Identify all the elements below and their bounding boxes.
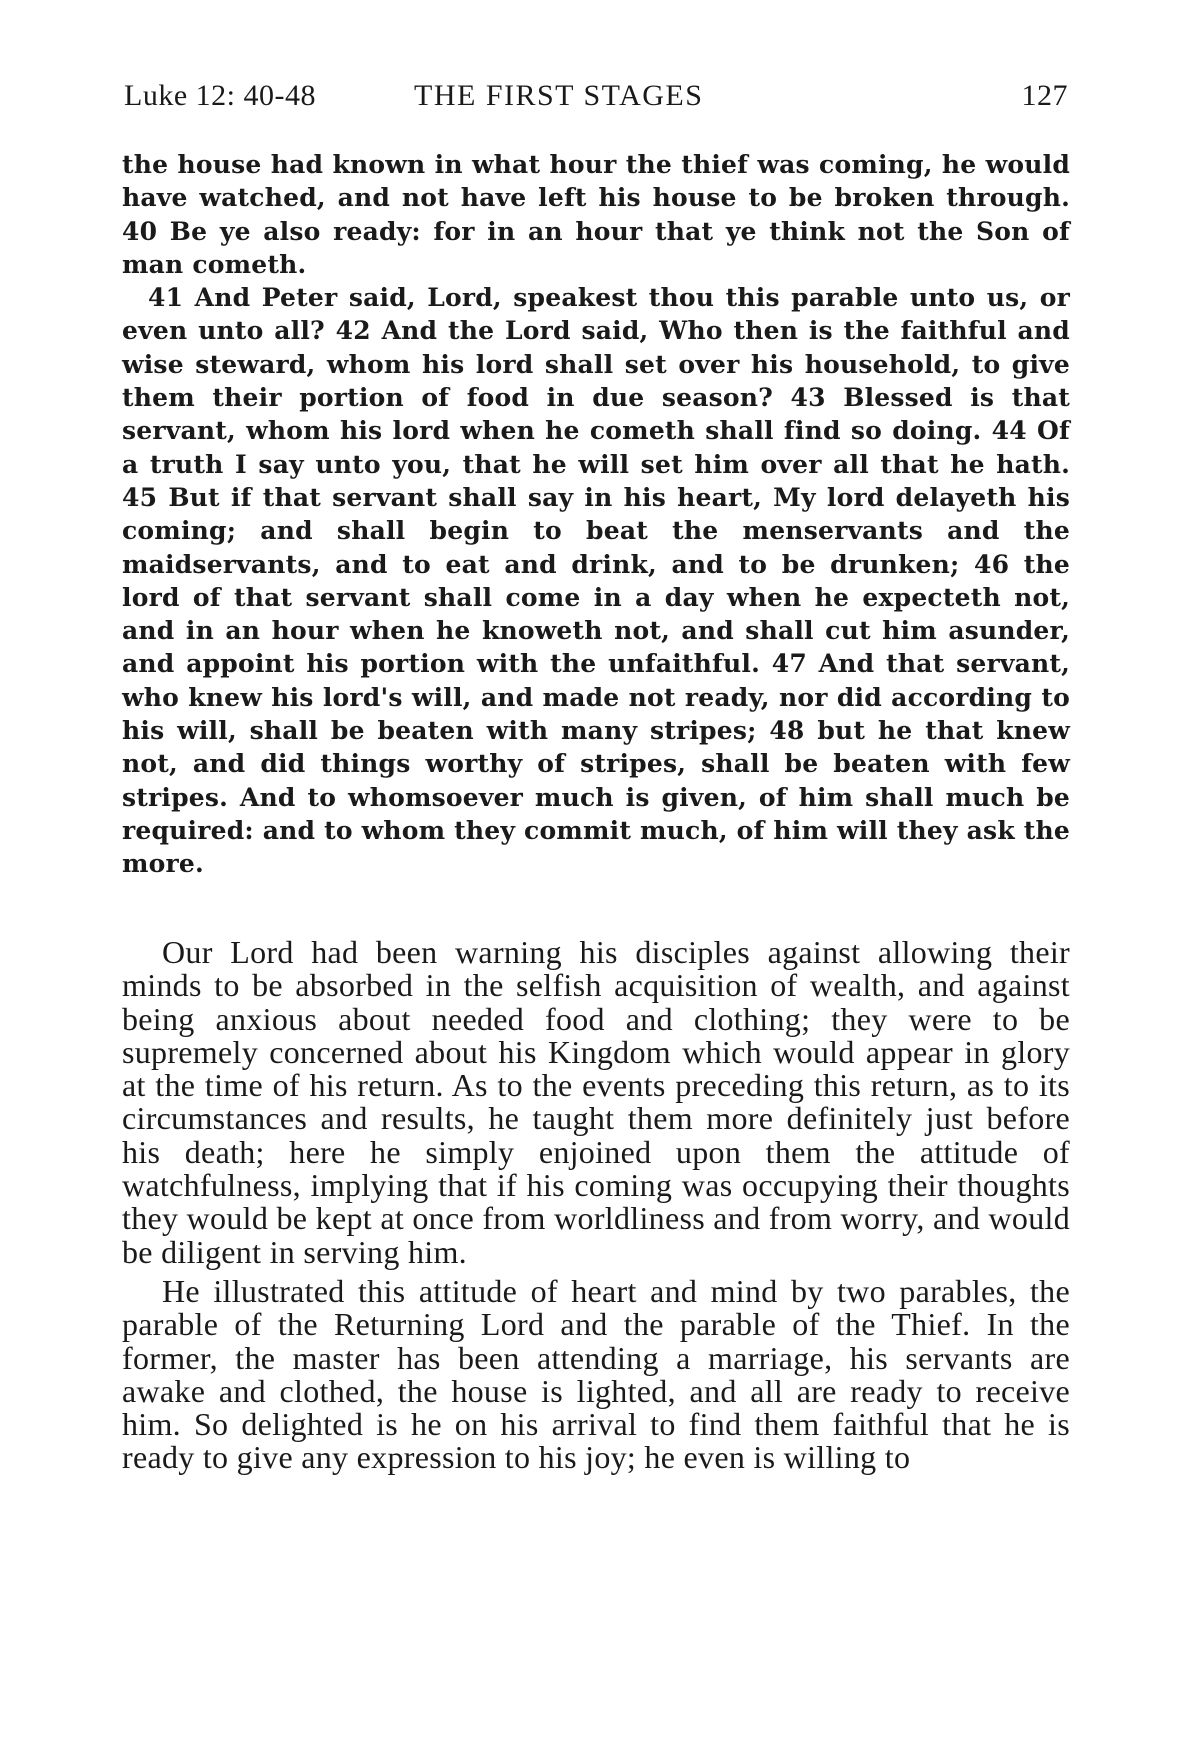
scripture-paragraph: the house had known in what hour the thief was coming, he would have watched, and not have left his house to be broken through. 40 Be ye also ready: for in an hour that ye think not the Son of man cometh. xyxy=(122,150,1070,279)
scripture-paragraph: 41 And Peter said, Lord, speakest thou this parable unto us, or even unto all? 42 And the Lord said, Who then is the faithful and wise steward, whom his lord shall set over his household, to give them their portion of food in due season? 43 Blessed is that servant, whom his lord when he cometh shall find so doing. 44 Of a truth I say unto you, that he will set him over all that he hath. 45 But if that servant shall say in his heart, My lord delayeth his coming; and shall begin to beat the menservants and the maidservants, and to eat and drink, and to be drunken; 46 the lord of that servant shall come in a day when he expecteth not, and in an hour when he knoweth not, and shall cut him asunder, and appoint his portion with the unfaithful. 47 And that servant, who knew his lord's will, and made not ready, nor did according to his will, shall be beaten with many stripes; 48 but he that knew not, and did things worthy of stripes, shall be beaten with few stripes. And to whomsoever much is given, of him shall much be required: and to whom they commit much, of him will they ask the more. xyxy=(122,283,1070,879)
running-title: THE FIRST STAGES xyxy=(414,79,704,112)
page-number: 127 xyxy=(1021,79,1068,112)
running-header xyxy=(124,76,1068,116)
commentary-paragraph: He illustrated this attitude of heart and mind by two parables, the parable of the Returning Lord and the parable of the Thief. In the former, the master has been attending a marriage, his servants are awake and clothed, the house is lighted, and all are ready to receive him. So delighted is he on his arrival to find them faithful that he is ready to give any expression to his joy; he even is willing to xyxy=(122,1272,1070,1476)
scripture-passage xyxy=(122,148,1070,881)
commentary-text xyxy=(122,936,1070,1475)
commentary-paragraph: Our Lord had been warning his disciples against allowing their minds to be absorbed in the selfish acquisition of wealth, and against being anxious about needed food and clothing; they were to be supremely concerned about his Kingdom which would appear in glory at the time of his return. As to the events preceding this return, as to its circumstances and results, he taught them more definitely just before his death; here he simply enjoined upon them the attitude of watchfulness, implying that if his coming was occupying their thoughts they would be kept at once from worldliness and from worry, and would be diligent in serving him. xyxy=(122,934,1070,1270)
chapter-reference: Luke 12: 40-48 xyxy=(124,79,316,112)
